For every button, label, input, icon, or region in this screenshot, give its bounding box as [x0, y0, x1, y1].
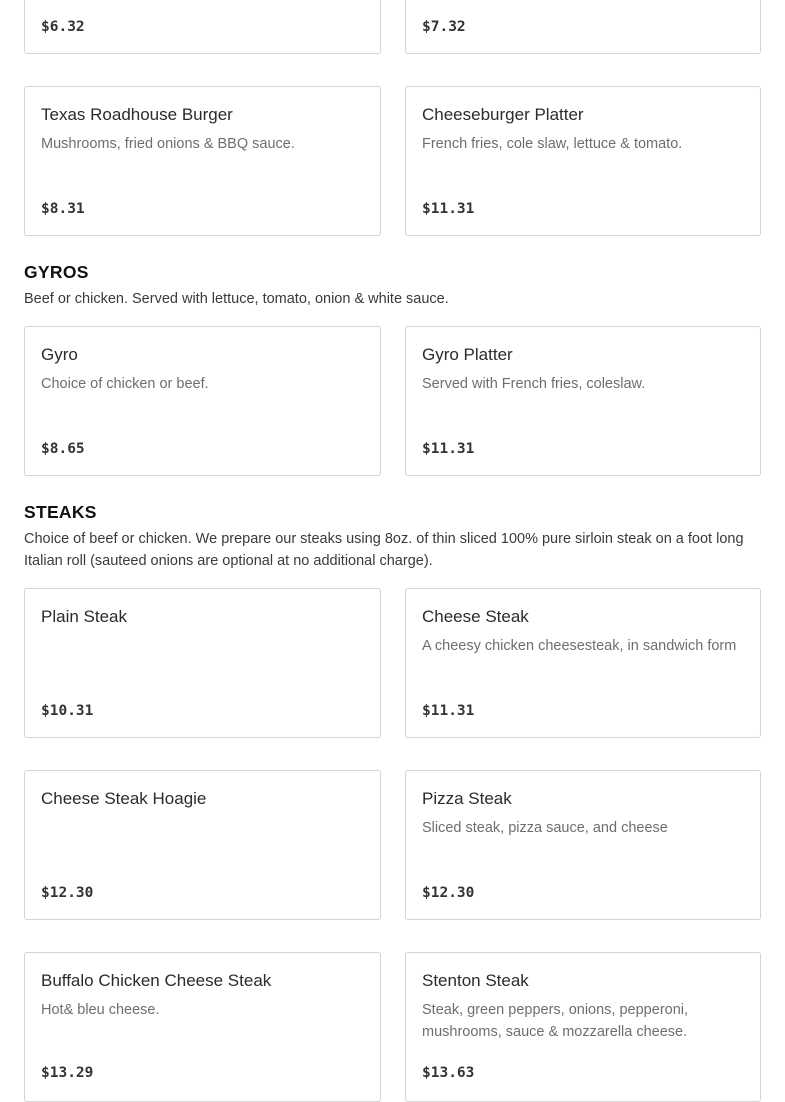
- menu-item-description: French fries, cole slaw, lettuce & tomato.: [422, 136, 683, 152]
- menu-item-description: Sliced steak, pizza sauce, and cheese: [422, 820, 668, 836]
- menu-item-card[interactable]: [24, 770, 381, 920]
- menu-item-card[interactable]: [405, 326, 761, 476]
- menu-item-description: A cheesy chicken cheesesteak, in sandwich form: [422, 638, 737, 654]
- menu-item-name: Plain Steak: [41, 607, 127, 626]
- menu-item-card[interactable]: [24, 326, 381, 476]
- section-title-gyros: GYROS: [24, 262, 89, 282]
- menu-item-price: $11.31: [422, 201, 475, 217]
- menu-item-name: Buffalo Chicken Cheese Steak: [41, 971, 272, 990]
- menu-item-card[interactable]: [24, 952, 381, 1102]
- menu-item-card[interactable]: [24, 0, 381, 54]
- menu-item-name: Gyro: [41, 345, 78, 364]
- menu-item-price: $12.30: [422, 885, 475, 901]
- menu-item-price: $13.63: [422, 1065, 475, 1081]
- menu-item-name: Cheese Steak: [422, 607, 529, 626]
- menu-item-name: Pizza Steak: [422, 789, 512, 808]
- menu-item-name: Gyro Platter: [422, 345, 513, 364]
- menu-item-name: Cheese Steak Hoagie: [41, 789, 207, 808]
- menu-item-price: $11.31: [422, 703, 475, 719]
- menu-item-description: Steak, green peppers, onions, pepperoni, mushrooms, sauce & mozzarella cheese.: [422, 1002, 689, 1040]
- menu-item-price: $8.65: [41, 441, 85, 457]
- section-title-steaks: STEAKS: [24, 502, 97, 522]
- section-description-gyros: Beef or chicken. Served with lettuce, tomato, onion & white sauce.: [24, 291, 449, 307]
- menu-item-description: Mushrooms, fried onions & BBQ sauce.: [41, 136, 295, 152]
- menu-item-price: $13.29: [41, 1065, 94, 1081]
- menu-item-name: Stenton Steak: [422, 971, 529, 990]
- menu-item-price: $12.30: [41, 885, 94, 901]
- menu-item-card[interactable]: [405, 0, 761, 54]
- menu-item-description: Served with French fries, coleslaw.: [422, 376, 646, 392]
- menu-item-description: Choice of chicken or beef.: [41, 376, 209, 392]
- menu-item-card[interactable]: [24, 86, 381, 236]
- menu-item-price: $10.31: [41, 703, 94, 719]
- menu-item-name: Texas Roadhouse Burger: [41, 105, 233, 124]
- menu-item-card[interactable]: [24, 588, 381, 738]
- menu-item-description: Hot& bleu cheese.: [41, 1002, 160, 1018]
- menu-item-card[interactable]: [405, 952, 761, 1102]
- menu-item-card[interactable]: [405, 86, 761, 236]
- menu-item-price: $7.32: [422, 19, 466, 35]
- menu-item-price: $6.32: [41, 19, 85, 35]
- menu-item-card[interactable]: [405, 588, 761, 738]
- menu-item-price: $11.31: [422, 441, 475, 457]
- menu-item-name: Cheeseburger Platter: [422, 105, 584, 124]
- menu-item-price: $8.31: [41, 201, 85, 217]
- menu-item-card[interactable]: [405, 770, 761, 920]
- section-description-steaks: Choice of beef or chicken. We prepare our steaks using 8oz. of thin sliced 100% pure sirloin steak on a foot long Italian roll (sauteed onions are optional at no additional charge).: [24, 531, 744, 569]
